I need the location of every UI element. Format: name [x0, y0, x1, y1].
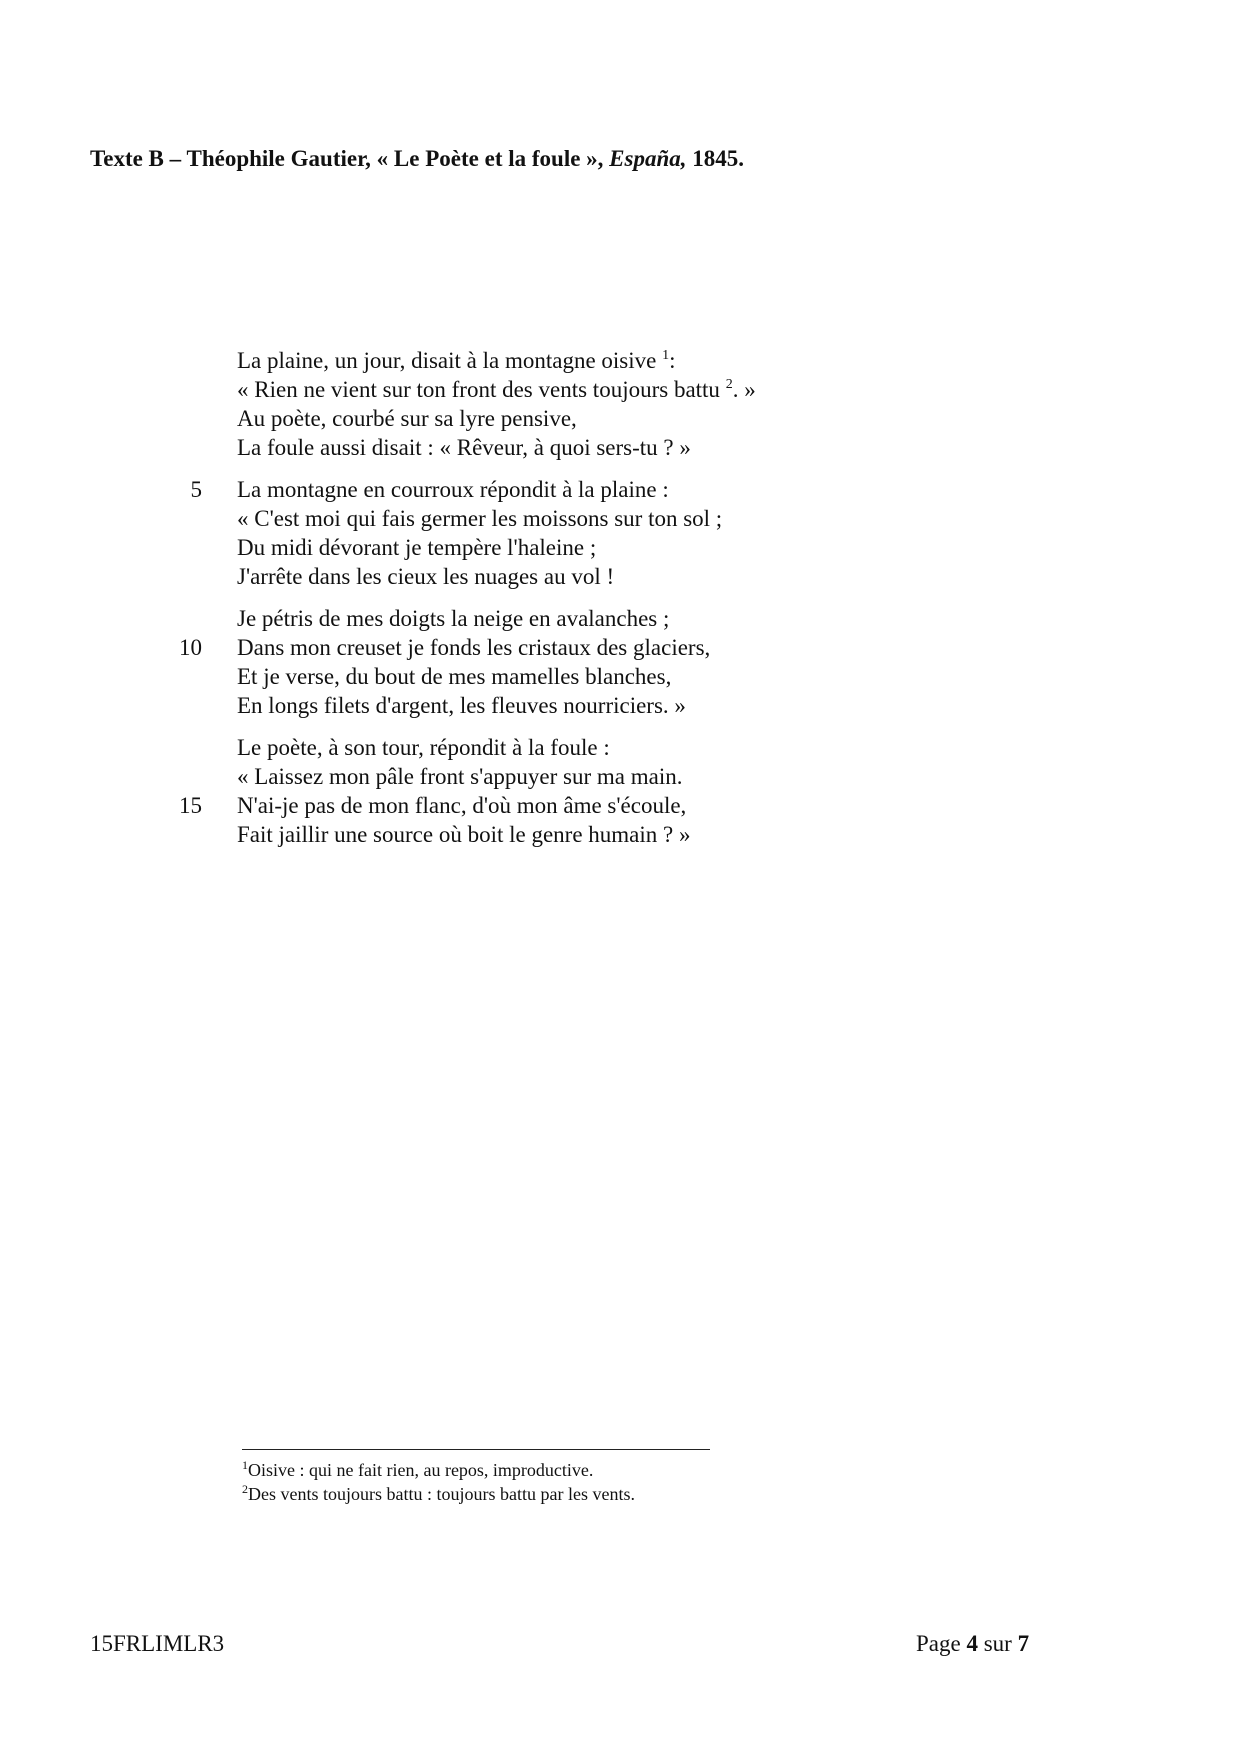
verse-text: Je pétris de mes doigts la neige en avalanches ; [237, 606, 670, 631]
footnote-separator [242, 1449, 710, 1450]
page-current: 4 [966, 1631, 978, 1656]
line-text [237, 475, 669, 504]
page-indicator [916, 1631, 1029, 1657]
verse-text: Au poète, courbé sur sa lyre pensive, [237, 406, 577, 431]
exam-code: 15FRLIMLR3 [90, 1631, 225, 1656]
footnote [242, 1482, 635, 1506]
verse-text: En longs filets d'argent, les fleuves nourriciers. » [237, 693, 686, 718]
poem-line [0, 633, 1240, 662]
poem-line [0, 733, 1240, 762]
poem-line [0, 404, 1240, 433]
line-text [237, 404, 577, 433]
verse-text: La foule aussi disait : « Rêveur, à quoi sers-tu ? » [237, 435, 691, 460]
line-text [237, 433, 691, 462]
footnote-text: Oisive : qui ne fait rien, au repos, improductive. [248, 1460, 594, 1480]
verse-text: « Laissez mon pâle front s'appuyer sur ma main. [237, 764, 683, 789]
footnote-text: Des vents toujours battu : toujours battu par les vents. [248, 1484, 635, 1504]
verse-text-after: . » [732, 377, 756, 402]
poem-line [0, 820, 1240, 849]
verse-text: Fait jaillir une source où boit le genre humain ? » [237, 822, 691, 847]
line-number: 5 [190, 477, 202, 502]
line-text [237, 604, 669, 633]
page-total: 7 [1017, 1631, 1030, 1656]
stanza [0, 346, 1240, 462]
poem-line [0, 762, 1240, 791]
stanza [0, 475, 1240, 591]
verse-text: Et je verse, du bout de mes mamelles blanches, [237, 664, 672, 689]
footnote-marker: 1 [662, 348, 670, 363]
footnote-marker: 2 [725, 377, 733, 392]
page-mid: sur [977, 1631, 1018, 1656]
poem-line [0, 504, 1240, 533]
verse-text: La plaine, un jour, disait à la montagne oisive [237, 348, 663, 373]
poem-line [0, 604, 1240, 633]
line-text [237, 375, 756, 404]
line-number: 15 [179, 793, 202, 818]
line-text [237, 504, 722, 533]
poem-line [0, 475, 1240, 504]
line-number: 10 [179, 635, 202, 660]
verse-text: « Rien ne vient sur ton front des vents toujours battu [237, 377, 726, 402]
line-text [237, 691, 686, 720]
poem-line [0, 375, 1240, 404]
page-prefix: Page [916, 1631, 967, 1656]
verse-text: La montagne en courroux répondit à la plaine : [237, 477, 669, 502]
poem-line [0, 791, 1240, 820]
footnote-mark: 1 [242, 1458, 248, 1472]
line-text [237, 346, 676, 375]
verse-text: J'arrête dans les cieux les nuages au vol ! [237, 564, 615, 589]
line-text [237, 533, 596, 562]
poem-line [0, 533, 1240, 562]
poem-line [0, 346, 1240, 375]
line-text [237, 562, 614, 591]
line-text [237, 733, 610, 762]
stanza [0, 733, 1240, 849]
poem-line [0, 662, 1240, 691]
poem-line [0, 562, 1240, 591]
footnote-mark: 2 [242, 1482, 248, 1496]
footnotes [242, 1458, 635, 1506]
stanza [0, 604, 1240, 720]
heading-year: 1845. [686, 146, 745, 171]
poem-line [0, 691, 1240, 720]
heading-prefix: Texte B – Théophile Gautier, « Le Poète et la foule », [90, 146, 610, 171]
poem-line [0, 433, 1240, 462]
poem [0, 346, 1240, 862]
verse-text: Le poète, à son tour, répondit à la foule : [237, 735, 610, 760]
line-text [237, 791, 686, 820]
verse-text-after: : [669, 348, 676, 373]
footnote [242, 1458, 635, 1482]
verse-text: « C'est moi qui fais germer les moissons sur ton sol ; [237, 506, 723, 531]
document-heading [90, 146, 744, 172]
line-text [237, 762, 683, 791]
verse-text: Du midi dévorant je tempère l'haleine ; [237, 535, 597, 560]
line-text [237, 820, 691, 849]
line-text [237, 662, 671, 691]
line-text [237, 633, 710, 662]
heading-work-title: España, [609, 146, 687, 171]
verse-text: N'ai-je pas de mon flanc, d'où mon âme s'écoule, [237, 793, 687, 818]
verse-text: Dans mon creuset je fonds les cristaux des glaciers, [237, 635, 711, 660]
